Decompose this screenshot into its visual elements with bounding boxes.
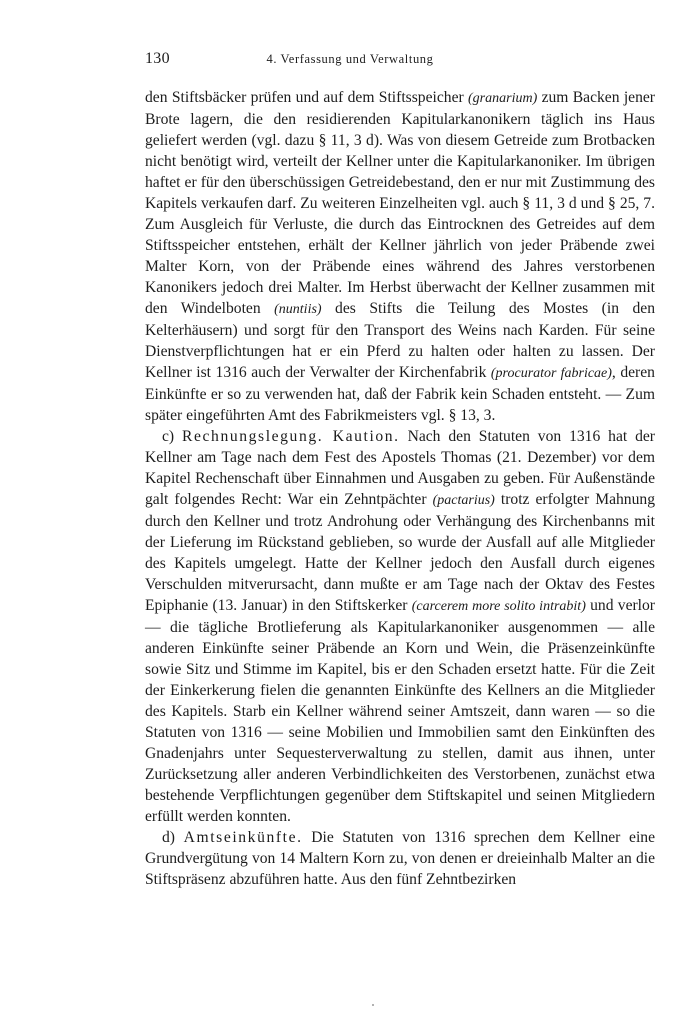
text-run: und verlor — die tägliche Brotlieferung als Kapitularkanoniker ausgenommen — alle anderen Einkünfte seiner Präbende an Korn und Wein, die Präsenzeinkünfte sowie Sitz und Stimme im Kapitel, bis er den Schaden ersetzt hatte. Für die Zeit der Einkerkerung fielen die genannten Einkünfte des Kellners an die Mitglieder des Kapitels. Starb ein Kellner während seiner Amtszeit, dann waren — so die Statuten von 1316 — seine Mobilien und Immobilien samt den Einkünften des Gnadenjahrs unter Sequesterverwaltung zu stellen, damit aus ihnen, unter Zurücksetzung aller anderen Verbindlichkeiten des Verstorbenen, zunächst etwa bestehende Verpflichtungen gegenüber dem Stiftskapitel und seinen Mitgliedern erfüllt werden konnten. (145, 597, 655, 825)
paragraph-kellner-duties (145, 87, 655, 426)
section-heading: Amtseinkünfte. (183, 829, 303, 846)
text-run: Die Statuten von 1316 sprechen dem Kellner eine Grundvergütung von 14 Maltern Korn zu, von denen er dreieinhalb Malter an die Stiftspräsenz abzuführen hatte. Aus den fünf Zehntbezirken (145, 829, 655, 888)
paragraph-rechnungslegung (145, 426, 655, 827)
text-run: zum Backen jener Brote lagern, die den residierenden Kapitularkanonikern täglich ins Haus geliefert werden (vgl. dazu § 11, 3 d). Was von diesem Getreide zum Brotbacken nicht benötigt wird, verteilt der Kellner unter die Kapitularkanoniker. Im übrigen haftet er für den überschüssigen Getreidebestand, den er nur mit Zustimmung des Kapitels verkaufen darf. Zu weiteren Einzelheiten vgl. auch § 11, 3 d und § 25, 7. Zum Ausgleich für Verluste, die durch das Eintrocknen des Getreides auf dem Stiftsspeicher entstehen, erhält der Kellner jährlich von jeder Präbende zwei Malter Korn, von der Präbende eines während des Jahres verstorbenen Kanonikers jedoch drei Malter. Im Herbst überwacht der Kellner zusammen mit den Windelboten (145, 89, 656, 317)
latin-term: (nuntiis) (274, 302, 322, 317)
print-speck (372, 1004, 374, 1006)
text-run: , deren Einkünfte er so zu verwenden hat, daß der Fabrik kein Schaden entsteht. — Zum später eingeführten Amt des Fabrikmeisters vgl. § 13, 3. (145, 364, 655, 424)
page-body (145, 87, 655, 890)
text-run: des Stifts die Teilung des Mostes (in den Kelterhäusern) und sorgt für den Transport des Weins nach Karden. Für seine Dienstverpflichtungen hat er ein Pferd zu halten oder halten zu lassen. Der Kellner ist 1316 auch der Verwalter der Kirchenfabrik (145, 300, 656, 381)
running-title: 4. Verfassung und Verwaltung (266, 52, 434, 66)
latin-term: (granarium) (468, 91, 538, 106)
text-run: den Stiftsbäcker prüfen und auf dem Stiftsspeicher (145, 89, 469, 106)
section-prefix: d) (162, 829, 184, 846)
text-run: Nach den Statuten von 1316 hat der Kellner am Tage nach dem Fest des Apostels Thomas (21. Dezember) vor dem Kapitel Rechenschaft über Einnahmen und Ausgaben zu geben. Für Außenstände galt folgendes Recht: War ein Zehntpächter (145, 428, 656, 508)
text-run: trotz erfolgter Mahnung durch den Kellner und trotz Androhung oder Verhängung des Kirchenbanns mit der Lieferung im Rückstand geblieben, so wurde der Ausfall auf alle Mitglieder des Kapitels umgelegt. Hatte der Kellner jedoch den Ausfall durch eigenes Verschulden mitverursacht, dann mußte er am Tage nach der Oktav des Festes Epiphanie (13. Januar) in den Stiftskerker (145, 491, 655, 614)
paragraph-amtseinkuenfte (145, 827, 655, 890)
latin-term: (carcerem more solito intrabit) (411, 599, 586, 614)
latin-term: (pactarius) (432, 493, 495, 508)
section-heading: Rechnungslegung. Kaution. (182, 428, 400, 445)
latin-term: (procurator fabricae) (490, 366, 612, 381)
section-prefix: c) (162, 428, 183, 445)
page-header (145, 50, 555, 72)
page-number: 130 (145, 50, 170, 67)
